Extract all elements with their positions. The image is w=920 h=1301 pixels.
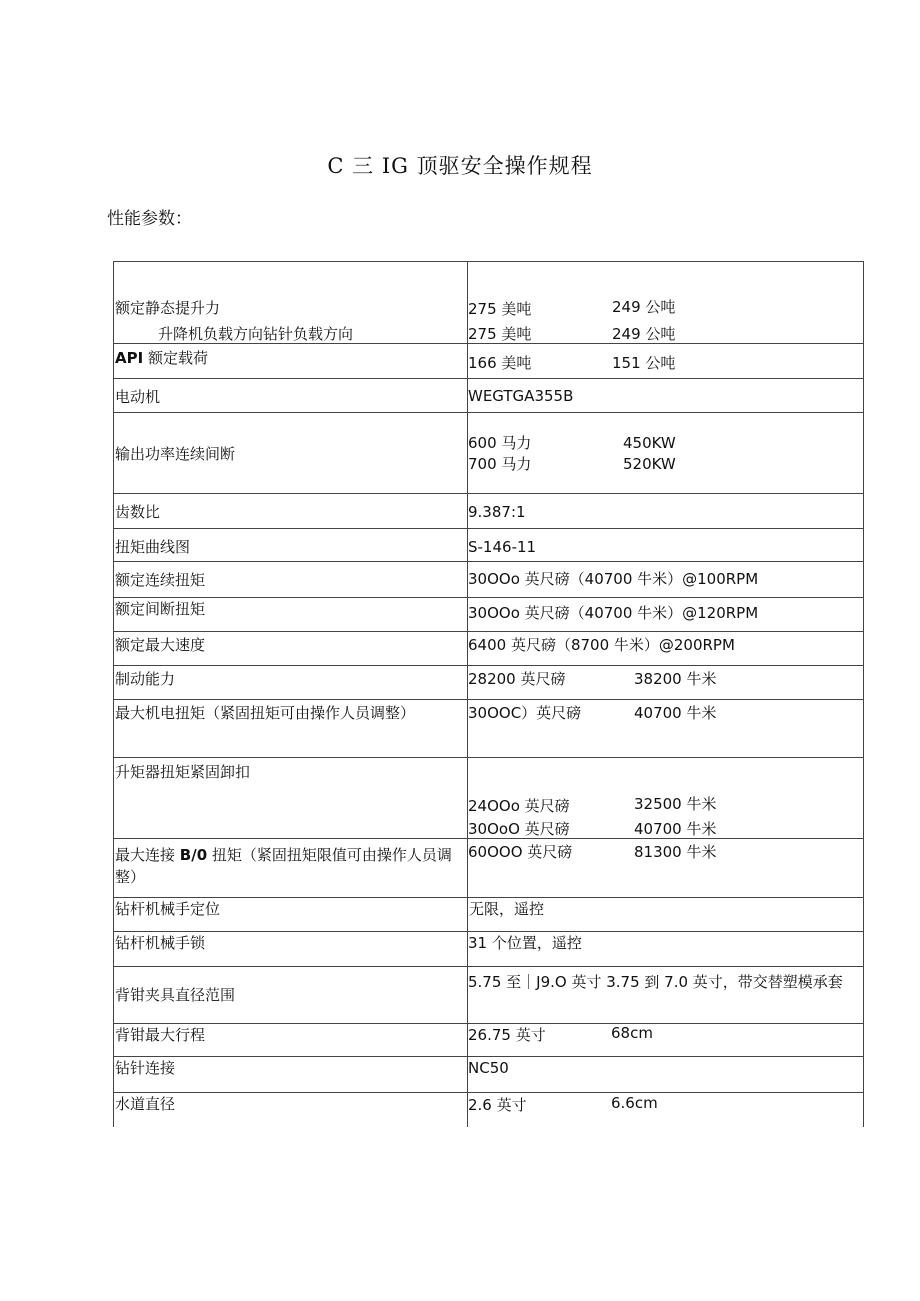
row-label: 额定连续扭矩: [115, 571, 206, 589]
row-value: 5.75 至｜J9.O 英寸 3.75 到 7.0 英寸，带交替塑模承套: [468, 973, 843, 991]
row-value-metric: 151 公吨: [612, 354, 676, 372]
row-value-metric: 520KW: [623, 455, 676, 473]
row-label: 制动能力: [115, 670, 176, 688]
row-label: 背钳最大行程: [115, 1026, 206, 1044]
table-row: [113, 665, 864, 700]
row-value: 60OOO 英尺磅: [468, 843, 573, 861]
table-row: [113, 261, 864, 344]
table-row: [113, 378, 864, 413]
row-value: 6400 英尺磅（8700 牛米）@200RPM: [468, 636, 735, 654]
table-row: [113, 412, 864, 494]
row-label: 扭矩曲线图: [115, 538, 191, 556]
row-value: 30OoO 英尺磅: [468, 820, 570, 838]
row-label: 钻杆机械手锁: [115, 934, 206, 952]
row-value: 无限，遥控: [469, 900, 545, 918]
row-value-metric: 38200 牛米: [634, 670, 717, 688]
row-label-sub: 升降机负载方向钻针负载方向: [158, 325, 354, 343]
row-value-metric: 81300 牛米: [634, 843, 717, 861]
row-value: 275 美吨: [468, 325, 532, 343]
table-row: [113, 931, 864, 967]
row-label: 输出功率连续间断: [115, 445, 236, 463]
row-label: 钻杆机械手定位: [115, 900, 221, 918]
row-label: 齿数比: [115, 503, 161, 521]
row-label: 额定间断扭矩: [115, 600, 206, 618]
row-value-metric: 40700 牛米: [634, 820, 717, 838]
row-label: 额定最大速度: [115, 636, 206, 654]
row-value-metric: 450KW: [623, 434, 676, 452]
row-value: 28200 英尺磅: [468, 670, 566, 688]
row-value-metric: 249 公吨: [612, 298, 676, 316]
row-value: 9.387:1: [468, 503, 526, 521]
row-value: 30OOC）英尺磅: [468, 704, 582, 722]
row-label: 最大机电扭矩（紧固扭矩可由操作人员调整）: [115, 704, 416, 722]
table-row: [113, 528, 864, 562]
table-row: [113, 631, 864, 666]
table-row: [113, 597, 864, 632]
row-label: 最大连接 B/0 扭矩（紧固扭矩限值可由操作人员调整）: [115, 846, 452, 886]
table-row: [113, 699, 864, 758]
row-value: 31 个位置，遥控: [468, 934, 582, 952]
table-row: [113, 966, 864, 1024]
row-label: 电动机: [115, 388, 161, 406]
row-label: 钻针连接: [115, 1059, 176, 1077]
row-label: API 额定载荷: [115, 349, 208, 367]
row-value: 26.75 英寸: [468, 1026, 546, 1044]
row-value-metric: 6.6cm: [611, 1094, 658, 1112]
row-value: 275 美吨: [468, 300, 532, 318]
row-label: 水道直径: [115, 1095, 176, 1113]
row-value: 600 马力: [468, 434, 532, 452]
document-title: C 三 IG 顶驱安全操作规程: [327, 154, 593, 178]
row-value: 700 马力: [468, 455, 532, 473]
table-row: [113, 838, 864, 898]
row-value: 30OOo 英尺磅（40700 牛米）@120RPM: [468, 604, 759, 622]
table-row: [113, 897, 864, 932]
row-value: 24OOo 英尺磅: [468, 797, 570, 815]
table-row: [113, 1023, 864, 1057]
row-value: 30OOo 英尺磅（40700 牛米）@100RPM: [468, 570, 759, 588]
row-label: 升矩器扭矩紧固卸扣: [115, 763, 251, 781]
row-value-metric: 249 公吨: [612, 325, 676, 343]
section-heading: 性能参数：: [107, 209, 192, 229]
table-row: [113, 493, 864, 529]
table-row: [113, 757, 864, 839]
table-row: [113, 561, 864, 598]
row-value: 2.6 英寸: [468, 1096, 527, 1114]
table-row: [113, 1056, 864, 1093]
row-value-metric: 40700 牛米: [634, 704, 717, 722]
row-value-metric: 32500 牛米: [634, 795, 717, 813]
row-value: S-146-11: [468, 538, 537, 556]
row-value: 166 美吨: [468, 354, 532, 372]
row-value: WEGTGA355B: [468, 387, 574, 405]
row-value-metric: 68cm: [611, 1024, 653, 1042]
table-row: [113, 343, 864, 379]
table-row: [113, 1092, 864, 1128]
row-label: 背钳夹具直径范围: [115, 986, 236, 1004]
row-label: 额定静态提升力: [115, 299, 221, 317]
row-value: NC50: [468, 1059, 509, 1077]
